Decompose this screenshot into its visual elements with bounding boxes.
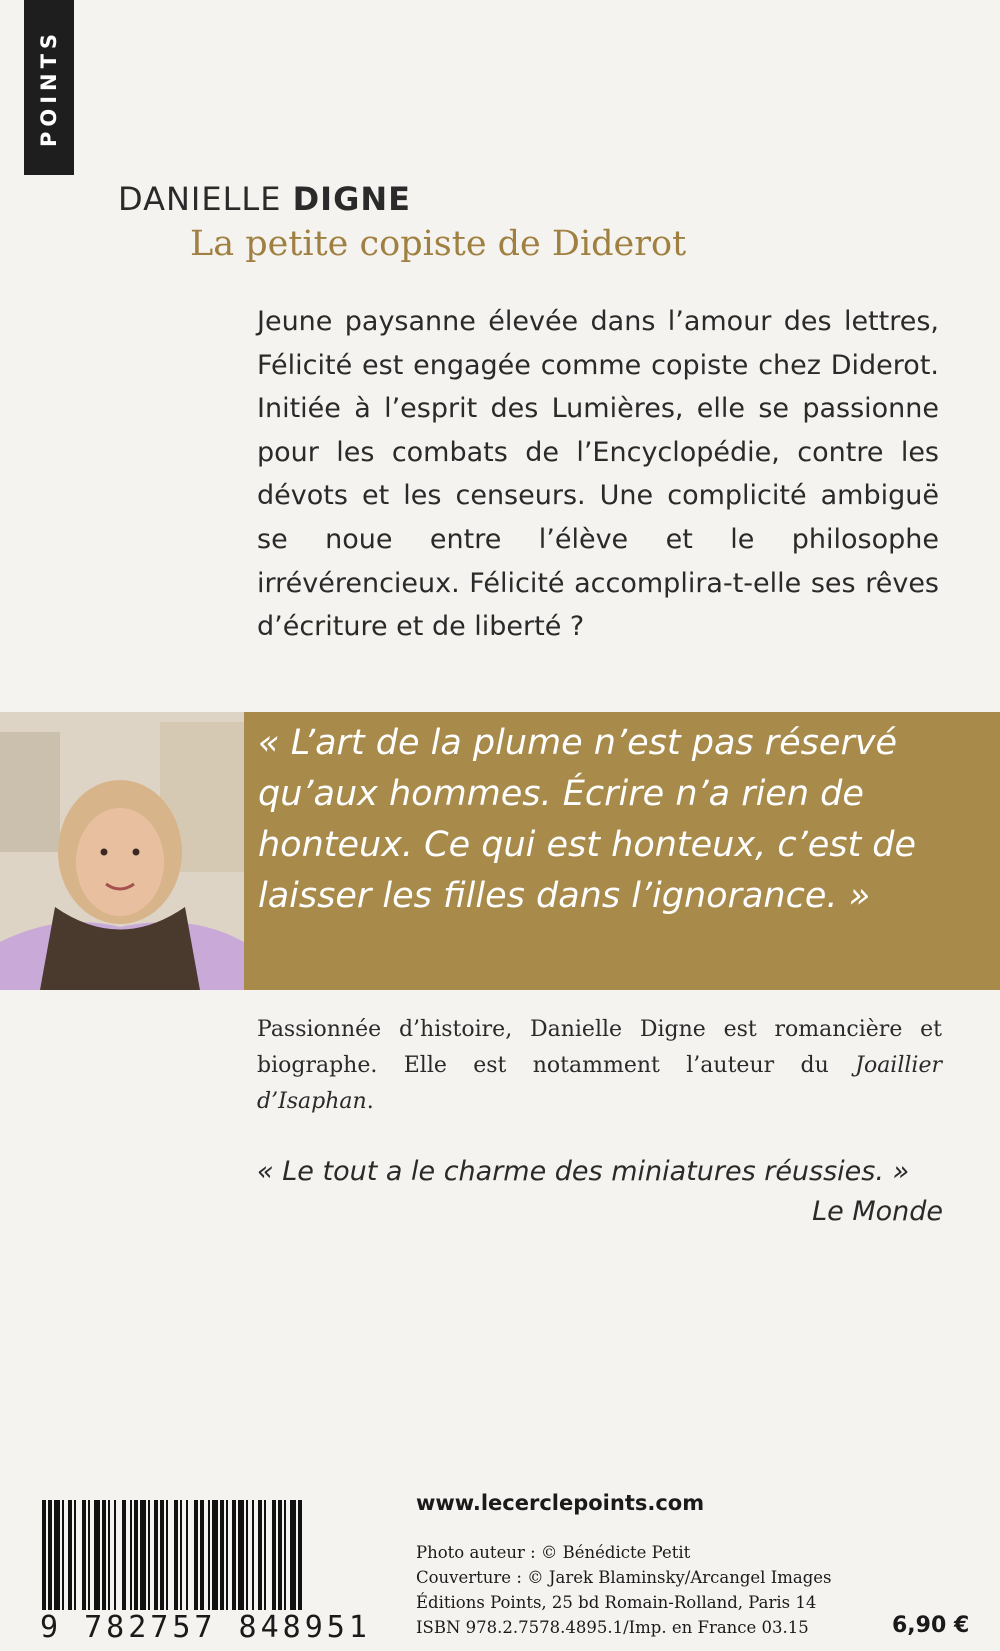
barcode	[36, 1500, 396, 1610]
synopsis: Jeune paysanne élevée dans l’amour des lettres, Félicité est engagée comme copiste chez Diderot. Initiée à l’esprit des Lumières, elle se passionne pour les combats de l’Encyclopédie, contre les dévots et les censeurs. Une complicité ambiguë se noue entre l’élève et le philosophe irrévérencieux. Félicité accomplira-t-elle ses rêves d’écriture et de liberté ?	[257, 306, 939, 643]
barcode-bar	[82, 1500, 86, 1610]
author-photo	[0, 712, 244, 990]
barcode-bar	[272, 1500, 276, 1610]
barcode-bar	[88, 1500, 90, 1610]
author-bio-end: .	[366, 1089, 374, 1114]
publisher-logo-tab	[24, 0, 74, 175]
barcode-bar	[174, 1500, 178, 1610]
barcode-bar	[94, 1500, 100, 1610]
barcode-bar	[134, 1500, 138, 1610]
barcode-bar	[62, 1500, 64, 1610]
author-bio-book-title: Joaillier d’Isaphan	[257, 1053, 942, 1114]
barcode-bar	[102, 1500, 106, 1610]
barcode-number: 9 782757 848951	[40, 1610, 371, 1645]
barcode-bar	[48, 1500, 52, 1610]
credit-photo: Photo auteur : © Bénédicte Petit	[416, 1543, 691, 1562]
barcode-bar	[130, 1500, 132, 1610]
barcode-bar	[284, 1500, 286, 1610]
publisher-website: www.lecerclepoints.com	[416, 1491, 705, 1515]
barcode-bar	[42, 1500, 46, 1610]
barcode-bar	[246, 1500, 248, 1610]
barcode-bar	[122, 1500, 126, 1610]
press-review-source: Le Monde	[812, 1196, 943, 1227]
barcode-bar	[212, 1500, 218, 1610]
barcode-bar	[108, 1500, 110, 1610]
barcode-bar	[68, 1500, 72, 1610]
author-bio	[257, 1012, 942, 1120]
barcode-bar	[148, 1500, 150, 1610]
barcode-bar	[264, 1500, 266, 1610]
barcode-bar	[140, 1500, 146, 1610]
credits	[416, 1540, 876, 1640]
barcode-bar	[226, 1500, 228, 1610]
barcode-bar	[154, 1500, 158, 1610]
barcode-bar	[278, 1500, 282, 1610]
barcode-bar	[160, 1500, 164, 1610]
barcode-bar	[232, 1500, 236, 1610]
barcode-bar	[298, 1500, 302, 1610]
author-last-name: DIGNE	[292, 180, 411, 218]
barcode-bar	[186, 1500, 188, 1610]
credit-publisher-address: Éditions Points, 25 bd Romain-Rolland, Paris 14	[416, 1593, 817, 1612]
author-first-name: DANIELLE	[118, 180, 282, 218]
author-bio-text: Passionnée d’histoire, Danielle Digne est romancière et biographe. Elle est notamment l’auteur du	[257, 1017, 942, 1078]
barcode-bar	[258, 1500, 262, 1610]
barcode-bar	[208, 1500, 210, 1610]
barcode-bar	[252, 1500, 254, 1610]
barcode-bar	[114, 1500, 116, 1610]
publisher-logo-text: POINTS	[37, 28, 61, 147]
barcode-bar	[180, 1500, 182, 1610]
book-title: La petite copiste de Diderot	[190, 224, 687, 264]
barcode-bar	[74, 1500, 76, 1610]
press-review-quote: « Le tout a le charme des miniatures réussies. »	[257, 1156, 910, 1187]
featured-quote: « L’art de la plume n’est pas réservé qu’aux hommes. Écrire n’a rien de honteux. Ce qui est honteux, c’est de laisser les filles dans l’ignorance. »	[258, 723, 917, 916]
price: 6,90 €	[892, 1613, 970, 1638]
barcode-bar	[220, 1500, 224, 1610]
barcode-bar	[166, 1500, 168, 1610]
barcode-bar	[54, 1500, 60, 1610]
barcode-bar	[290, 1500, 296, 1610]
barcode-bar	[194, 1500, 198, 1610]
author-name	[118, 180, 411, 218]
quote-band	[0, 712, 1000, 990]
credit-isbn: ISBN 978.2.7578.4895.1/Imp. en France 03.15	[416, 1618, 809, 1637]
barcode-bar	[238, 1500, 244, 1610]
barcode-bar	[200, 1500, 204, 1610]
credit-cover: Couverture : © Jarek Blaminsky/Arcangel Images	[416, 1568, 832, 1587]
